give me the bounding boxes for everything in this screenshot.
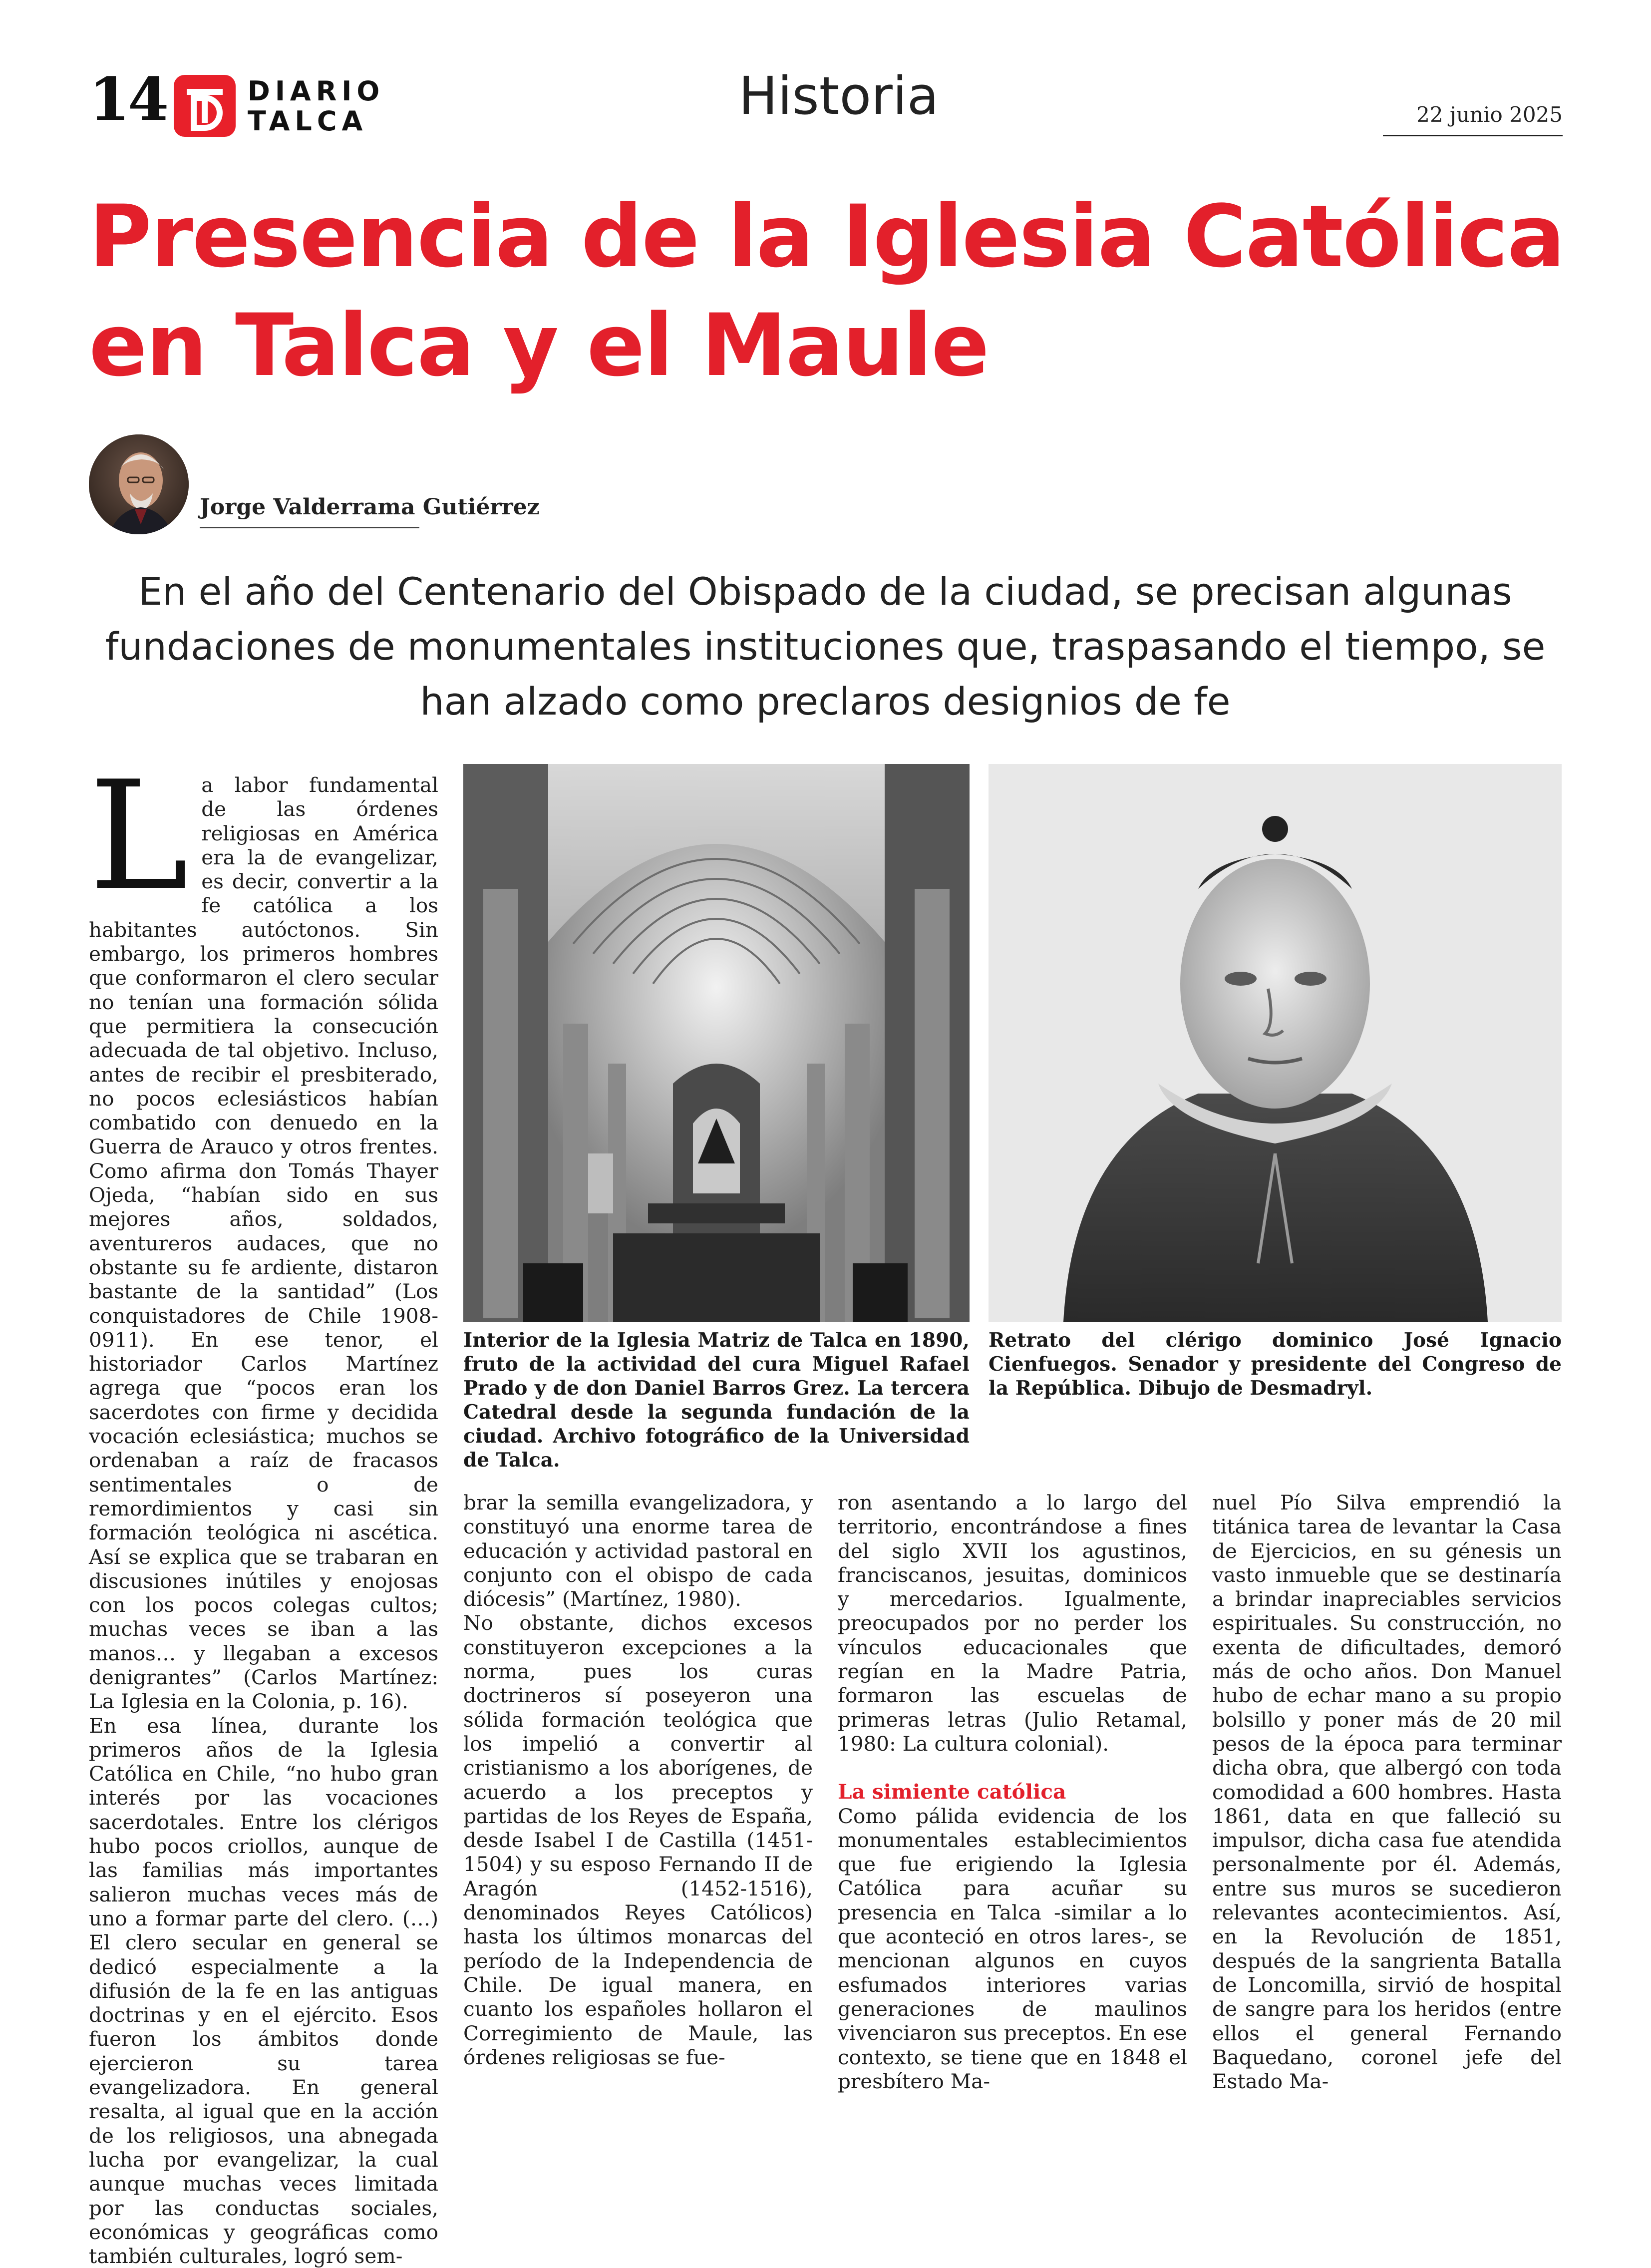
church-interior-photo	[463, 764, 970, 1322]
logo-mark-icon	[174, 75, 236, 137]
subheading: La simiente católica	[838, 1780, 1066, 1804]
paragraph: En esa línea, durante los primeros años de la Iglesia Católica en Chile, “no hubo gran interés por las vocaciones sacerdotales. Entre los clérigos hubo pocos criollos, aunque de las familias más importantes salieron muchas veces más de uno a formar parte del clero. (…) El clero secular en general se dedicó especialmente a la difusión de la fe en las antiguas doctrinas y en el ejército. Esos fueron los ámbitos donde ejercieron su tarea evangelizadora. En general resalta, al igual que en la acción de los religiosos, una abnegada lucha por evangelizar, la cual aunque muchas veces limitada por las conductas sociales, económicas y geográficas como también culturales, logró sem-	[89, 1713, 438, 2268]
paragraph	[89, 749, 438, 1714]
paragraph: No obstante, dichos excesos constituyeron excepciones a la norma, pues los curas doctrineros sí poseyeron una sólida formación teológica que los impelió a convertir al cristianismo a los aborígenes, de acuerdo a los preceptos y partidas de los Reyes de España, desde Isabel I de Castilla (1451-1504) y su esposo Fernando II de Aragón (1452-1516), denominados Reyes Católicos) hasta los últimos monarcas del período de la Independencia de Chile. De igual manera, en cuanto los españoles hollaron el Corregimiento de Maule, las órdenes religiosas se fue-	[463, 1611, 813, 2069]
paragraph: brar la semilla evangelizadora, y constituyó una enorme tarea de educación y actividad pastoral en conjunto con el obispo de cada diócesis” (Martínez, 1980).	[463, 1491, 813, 1611]
logo-text-diario: DIARIO	[248, 75, 385, 107]
portrait-caption: Retrato del clérigo dominico José Ignacio Cienfuegos. Senador y presidente del Congreso de la República. Dibujo de Desmadryl.	[989, 1329, 1562, 1400]
paragraph: nuel Pío Silva emprendió la titánica tarea de levantar la Casa de Ejercicios, en su génesis un vasto inmueble que se destinaría a brindar inapreciables servicios espirituales. Su construcción, no exenta de dificultades, demoró más de ocho años. Don Manuel hubo de echar mano a su propio bolsillo y poner más de 20 mil pesos de la época para terminar dicha obra, que albergó con toda comodidad a 600 hombres. Hasta 1861, data en que falleció su impulsor, dicha casa fue atendida personalmente por él. Además, entre sus muros se sucedieron relevantes acontecimientos. Así, en la Revolución de 1851, después de la sangrienta Batalla de Loncomilla, sirvió de hospital de sangre para los heridos (entre ellos el general Fernando Baquedano, coronel jefe del Estado Ma-	[1212, 1491, 1562, 2094]
paragraph: ron asentando a lo largo del territorio, encontrándose a fines del siglo XVII los agustinos, franciscanos, jesuitas, dominicos y mercedarios. Igualmente, preocupados por no perder los vínculos educacionales que regían en la Madre Patria, formaron las escuelas de primeras letras (Julio Retamal, 1980: La cultura colonial).	[838, 1491, 1187, 1756]
article-column-1	[89, 749, 438, 2268]
church-photo-caption: Interior de la Iglesia Matriz de Talca en 1890, fruto de la actividad del cura Miguel Rafael Prado y de don Daniel Barros Grez. La tercera Catedral desde la segunda fundación de la ciudad. Archivo fotográfico de la Universidad de Talca.	[463, 1329, 970, 1472]
article-column-2	[463, 1491, 813, 2069]
article-column-4	[1212, 1491, 1562, 2093]
article-column-3	[838, 1491, 1187, 2093]
author-photo	[89, 434, 189, 534]
article-dek: En el año del Centenario del Obispado de la ciudad, se precisan algunas fundaciones de monumentales instituciones que, traspasando el tiempo, se han alzado como preclaros designios de fe	[105, 569, 1546, 724]
headline: Presencia de la Iglesia Católica en Talca y el Maule	[89, 186, 1565, 395]
diario-talca-logo	[174, 75, 383, 137]
logo-text-talca: TALCA	[248, 105, 368, 137]
paragraph: Como pálida evidencia de los monumentales establecimientos que fue erigiendo la Iglesia Católica para acuñar su presencia en Talca -similar a lo que aconteció en otros lares-, se mencionan algunos en cuyos esfumados interiores varias generaciones de maulinos vivenciaron sus preceptos. En ese contexto, se tiene que en 1848 el presbítero Ma-	[838, 1804, 1187, 2093]
author-byline: Jorge Valderrama Gutiérrez	[200, 494, 419, 528]
section-title: Historia	[738, 65, 939, 126]
page-number: 14	[89, 64, 167, 134]
issue-date: 22 junio 2025	[1383, 102, 1563, 136]
cienfuegos-portrait	[989, 764, 1562, 1322]
drop-cap: L	[89, 749, 189, 923]
paragraph-text: a labor fundamental de las órdenes religiosas en América era la de evangelizar, es decir, convertir a la fe católica a los habitantes autóctonos. Sin embargo, los primeros hombres que conformaron el clero secular no tenían una formación sólida que permitiera la consecución adecuada de tal objetivo. Incluso, antes de recibir el presbiterado, no pocos eclesiásticos habían combatido con denuedo en la Guerra de Arauco y otros frentes. Como afirma don Tomás Thayer Ojeda, “habían sido en sus mejores años, soldados, aventureros audaces, que no obstante su fe ardiente, distaron bastante de la santidad” (Los conquistadores de Chile 1908-0911). En ese tenor, el historiador Carlos Martínez agrega que “pocos eran los sacerdotes con firme y decidida vocación eclesiástica; muchos se ordenaban a raíz de fracasos sentimentales o de remordimientos y casi sin formación teológica ni ascética. Así se explica que se trabaran en discusiones inútiles y enojosas con los pocos colegas cultos; muchas veces se iban a las manos… y llegaban a excesos denigrantes” (Carlos Martínez: La Iglesia en la Colonia, p. 16).	[89, 773, 438, 1714]
